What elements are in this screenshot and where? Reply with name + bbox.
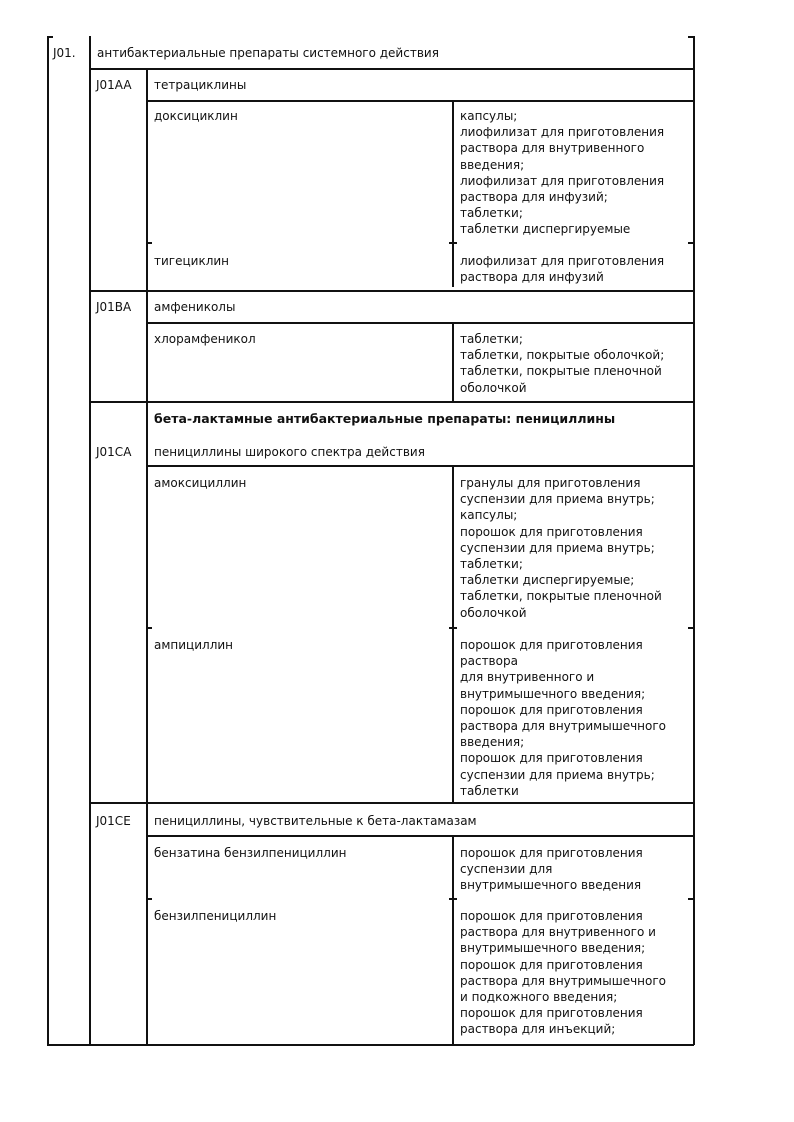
dosage-form-line: таблетки; [460, 332, 523, 346]
rule-h3-tick-b [449, 242, 457, 244]
dosage-form-line: суспензии для [460, 862, 553, 877]
atc-group-j01ce: пенициллины, чувствительные к бета-лактамазам [154, 814, 477, 828]
dosage-form-line: лиофилизат для приготовления [460, 254, 665, 268]
rule-col3-a [452, 100, 454, 287]
rule-right [693, 36, 695, 1045]
atc-code-j01aa: J01AA [96, 78, 132, 92]
dosage-form-line: раствора для инфузий [460, 270, 604, 285]
rule-h8-tick-b [449, 627, 457, 629]
dosage-form-line: таблетки диспергируемые; [460, 573, 635, 588]
rule-h3-tick-c [688, 242, 694, 244]
dosage-form-line: введения; [460, 735, 525, 750]
atc-group-j01ba: амфениколы [154, 300, 236, 314]
dosage-form-line: таблетки, покрытые пленочной [460, 364, 662, 379]
rule-h11-tick-a [146, 898, 152, 900]
dosage-form-line: суспензии для приема внутрь; [460, 767, 655, 782]
rule-h8-tick-c [688, 627, 694, 629]
dosage-forms-doxycycline [460, 108, 664, 238]
rule-h3-tick-a [146, 242, 152, 244]
dosage-form-line: гранулы для приготовления [460, 476, 641, 490]
dosage-form-line: раствора для инфузий; [460, 190, 608, 205]
atc-code-j01: J01. [53, 46, 76, 60]
rule-h8-tick-a [146, 627, 152, 629]
dosage-form-line: раствора для внутривенного и [460, 925, 656, 940]
dosage-form-line: и подкожного введения; [460, 990, 618, 1005]
dosage-form-line: лиофилизат для приготовления [460, 125, 665, 140]
rule-col3-c [452, 466, 454, 802]
rule-h2 [146, 100, 694, 102]
dosage-forms-chloramphenicol [460, 331, 664, 396]
atc-code-j01ce: J01CE [96, 814, 131, 828]
rule-col3-b [452, 323, 454, 402]
dosage-form-line: суспензии для приема внутрь; [460, 540, 655, 555]
rule-bottom [47, 1044, 694, 1046]
rule-col1 [89, 36, 91, 1045]
dosage-form-line: раствора для внутримышечного [460, 973, 666, 988]
dosage-form-line: порошок для приготовления [460, 702, 643, 717]
dosage-form-line: таблетки диспергируемые [460, 222, 631, 237]
dosage-form-line: таблетки, покрытые оболочкой; [460, 348, 665, 363]
dosage-form-line: оболочкой [460, 380, 527, 395]
dosage-form-line: внутримышечного введения [460, 878, 642, 893]
dosage-form-line: порошок для приготовления [460, 638, 643, 652]
dosage-form-line: раствора для инъекций; [460, 1022, 616, 1037]
rule-h10 [146, 835, 694, 837]
rule-col3-d [452, 836, 454, 1045]
atc-code-j01ba: J01BA [96, 300, 132, 314]
rule-left [47, 36, 49, 1045]
rule-top-left-tick [47, 36, 53, 38]
rule-h6 [89, 401, 694, 403]
atc-title-j01: антибактериальные препараты системного действия [97, 46, 439, 60]
drug-name-chloramphenicol: хлорамфеникол [154, 332, 256, 346]
rule-h11-tick-b [449, 898, 457, 900]
dosage-form-line: раствора для внутримышечного [460, 719, 666, 734]
drug-name-tigecycline: тигециклин [154, 254, 230, 268]
dosage-form-line: таблетки; [460, 206, 523, 221]
dosage-forms-amoxicillin [460, 475, 662, 621]
dosage-form-line: порошок для приготовления [460, 751, 643, 766]
dosage-form-line: для внутривенного и [460, 670, 595, 685]
dosage-form-line: раствора [460, 654, 518, 669]
rule-h9 [89, 802, 694, 804]
dosage-form-line: внутримышечного введения; [460, 686, 646, 701]
dosage-form-line: порошок для приготовления [460, 957, 643, 972]
dosage-forms-benzathine-benzylpenicillin [460, 845, 643, 894]
rule-h1 [89, 68, 694, 70]
dosage-form-line: введения; [460, 157, 525, 172]
dosage-form-line: порошок для приготовления [460, 1006, 643, 1021]
atc-group-j01ca: пенициллины широкого спектра действия [154, 445, 425, 459]
dosage-form-line: лиофилизат для приготовления [460, 173, 665, 188]
atc-group-j01aa: тетрациклины [154, 78, 247, 92]
drug-name-benzathine-benzylpenicillin: бензатина бензилпенициллин [154, 846, 347, 860]
dosage-form-line: внутримышечного введения; [460, 941, 646, 956]
dosage-form-line: таблетки, покрытые пленочной [460, 589, 662, 604]
dosage-form-line: капсулы; [460, 508, 518, 523]
rule-top-right-tick [688, 36, 694, 38]
drug-name-ampicillin: ампициллин [154, 638, 234, 652]
section-heading-penicillins: бета-лактамные антибактериальные препараты: пенициллины [154, 411, 616, 426]
dosage-form-line: оболочкой [460, 605, 527, 620]
dosage-forms-ampicillin [460, 637, 666, 799]
rule-h4 [89, 290, 694, 292]
dosage-form-line: таблетки; [460, 557, 523, 572]
drug-name-doxycycline: доксициклин [154, 109, 238, 123]
rule-h7 [146, 465, 694, 467]
dosage-forms-benzylpenicillin [460, 908, 666, 1038]
rule-h5 [146, 322, 694, 324]
dosage-form-line: капсулы; [460, 109, 518, 123]
atc-code-j01ca: J01CA [96, 445, 132, 459]
drug-name-amoxicillin: амоксициллин [154, 476, 247, 490]
dosage-form-line: порошок для приготовления [460, 846, 643, 860]
rule-h11-tick-c [688, 898, 694, 900]
dosage-form-line: порошок для приготовления [460, 909, 643, 923]
dosage-form-line: суспензии для приема внутрь; [460, 492, 655, 507]
dosage-form-line: раствора для внутривенного [460, 141, 645, 156]
dosage-form-line: порошок для приготовления [460, 524, 643, 539]
dosage-forms-tigecycline [460, 253, 664, 285]
dosage-form-line: таблетки [460, 783, 519, 798]
drug-name-benzylpenicillin: бензилпенициллин [154, 909, 277, 923]
